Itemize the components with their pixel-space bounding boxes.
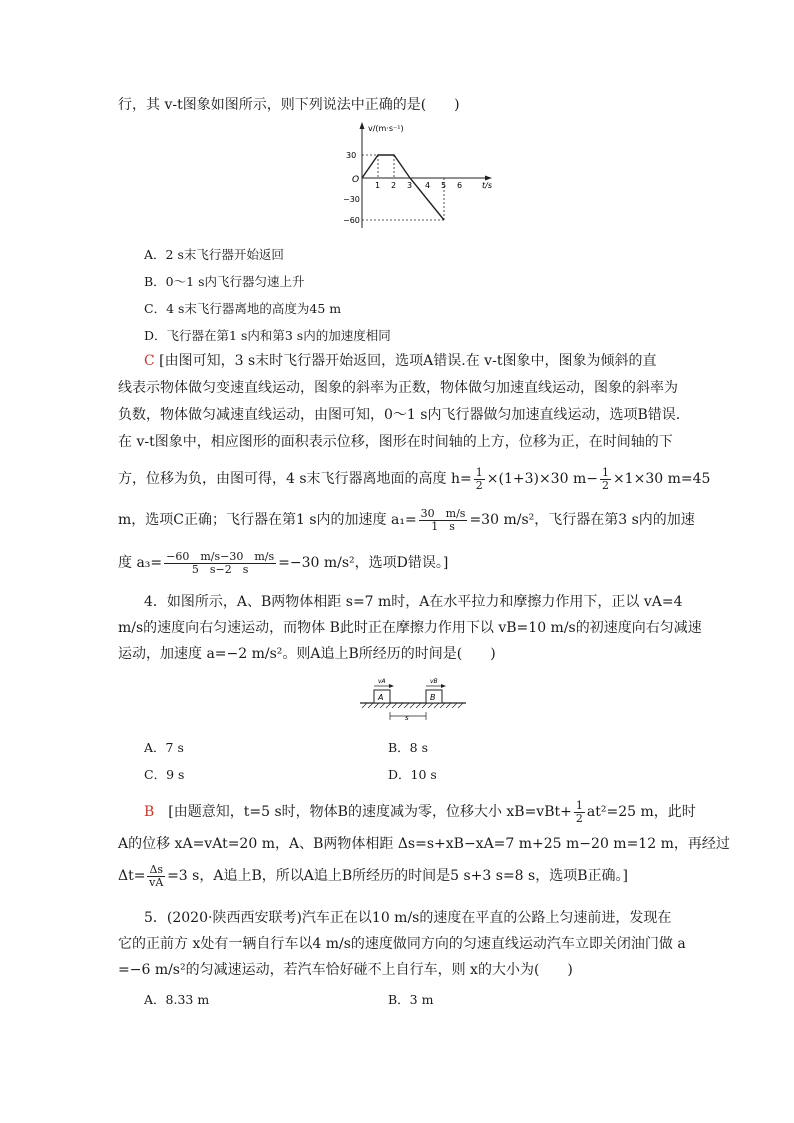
- q4-analysis-line-3: Δt= $\frac{\Delta s}{vA}$ =3 s，A追上B，所以A追上B所经历的时间是5 s+3 s=8 s，选项B正确。]: [118, 862, 628, 889]
- distance-label: s: [405, 714, 409, 722]
- q4-analysis-line-2: A的位移 xA=vAt=20 m，A、B两物体相距 Δs=s+xB−xA=7 m+25 m−20 m=12 m，再经过: [118, 836, 730, 852]
- fraction-half: $\frac{1}{2}$: [601, 465, 609, 492]
- q3-stem: 行，其 v-t图象如图所示，则下列说法中正确的是( ): [118, 97, 460, 113]
- q3-analysis-line-4: 在 v-t图象中，相应图形的面积表示位移，图形在时间轴的上方，位移为正，在时间轴的下: [118, 434, 673, 450]
- q3-analysis-line-3: 负数，物体做匀减速直线运动，由图可知，0～1 s内飞行器做匀加速直线运动，选项B错误.: [118, 407, 681, 423]
- y-axis-label: v/(m·s⁻¹): [368, 124, 404, 133]
- q4-option-a: A．7 s: [144, 740, 184, 755]
- q4-stem-line-3: 运动，加速度 a=−2 m/s²。则A追上B所经历的时间是( ): [118, 646, 496, 662]
- y-tick-30: 30: [346, 151, 357, 160]
- q5-stem-line-3: =−6 m/s²的匀减速运动，若汽车恰好碰不上自行车，则 x的大小为( ): [118, 962, 573, 978]
- q4-stem-line-2: m/s的速度向右匀速运动，而物体 B此时正在摩擦力作用下以 vB=10 m/s的初速度向右匀减速: [118, 620, 702, 636]
- q5-stem-line-2: 它的正前方 x处有一辆自行车以4 m/s的速度做同方向的匀速直线运动汽车立即关闭油门做 a: [118, 936, 686, 952]
- q3-analysis-line-2: 线表示物体做匀变速直线运动，图象的斜率为正数，物体做匀加速直线运动，图象的斜率为: [118, 380, 678, 396]
- fraction-a3: $\frac{-60 m/s-30 m/s}{5 s-2 s}$: [166, 549, 275, 576]
- q3-analysis-line-7: 度 a₃= $\frac{-60 m/s-30 m/s}{5 s-2 s}$ =−30 m/s²，选项D错误。]: [118, 549, 449, 576]
- x-tick-4: 4: [425, 181, 431, 190]
- q4-option-d: D．10 s: [388, 767, 437, 782]
- fraction-half: $\frac{1}{2}$: [575, 798, 583, 825]
- q4-analysis-line-1: B [由题意知，t=5 s时，物体B的速度减为零，位移大小 xB=vBt+ $\frac{1}{2}$ at²=25 m，此时: [144, 798, 696, 825]
- y-tick-neg60: −60: [343, 216, 360, 225]
- block-a-label: A: [378, 693, 384, 702]
- q3-option-d: D．飞行器在第1 s内和第3 s内的加速度相同: [144, 328, 391, 343]
- q3-option-c: C．4 s末飞行器离地的高度为45 m: [144, 301, 342, 316]
- q4-stem-line-1: 4．如图所示，A、B两物体相距 s=7 m时，A在水平拉力和摩擦力作用下，正以 vA=4: [144, 594, 683, 610]
- fraction-a1: $\frac{30 m/s}{1 s}$: [420, 506, 466, 533]
- q4-answer-letter: B: [144, 804, 155, 820]
- vb-label: vB: [430, 678, 438, 685]
- q3-option-a: A．2 s末飞行器开始返回: [144, 247, 284, 262]
- y-tick-neg30: −30: [343, 195, 360, 204]
- fraction-dt: $\frac{\Delta s}{vA}$: [149, 862, 164, 889]
- x-axis-label: t/s: [482, 181, 492, 190]
- q5-option-b: B．3 m: [388, 992, 434, 1007]
- q4-option-c: C．9 s: [144, 767, 185, 782]
- q3-analysis-line-1: C [由图可知，3 s末时飞行器开始返回，选项A错误.在 v-t图象中，图象为倾斜的直: [144, 353, 657, 369]
- q3-analysis-line-6: m，选项C正确；飞行器在第1 s内的加速度 a₁= $\frac{30 m/s}{1 s}$ =30 m/s²，飞行器在第3 s内的加速: [118, 506, 695, 533]
- q3-option-b: B．0～1 s内飞行器匀速上升: [144, 274, 305, 289]
- x-tick-6: 6: [457, 181, 463, 190]
- va-label: vA: [378, 678, 386, 685]
- block-b-label: B: [430, 693, 436, 702]
- q3-answer-letter: C: [144, 353, 155, 369]
- q5-option-a: A．8.33 m: [144, 992, 210, 1007]
- fraction-half: $\frac{1}{2}$: [475, 465, 483, 492]
- vt-graph: [340, 120, 500, 230]
- x-tick-1: 1: [375, 181, 381, 190]
- x-tick-3: 3: [407, 181, 413, 190]
- x-tick-5: 5: [441, 181, 447, 190]
- q3-analysis-line-5: 方，位移为负，由图可得，4 s末飞行器离地面的高度 h= $\frac{1}{2}$ ×(1+3)×30 m− $\frac{1}{2}$ ×1×30 m=45: [118, 465, 711, 492]
- q5-stem-line-1: 5．(2020·陕西西安联考)汽车正在以10 m/s的速度在平直的公路上匀速前进，发现在: [144, 910, 672, 926]
- x-tick-2: 2: [391, 181, 397, 190]
- q4-option-b: B．8 s: [388, 740, 429, 755]
- q4-blocks-figure: [358, 676, 468, 726]
- origin-label: O: [352, 175, 360, 185]
